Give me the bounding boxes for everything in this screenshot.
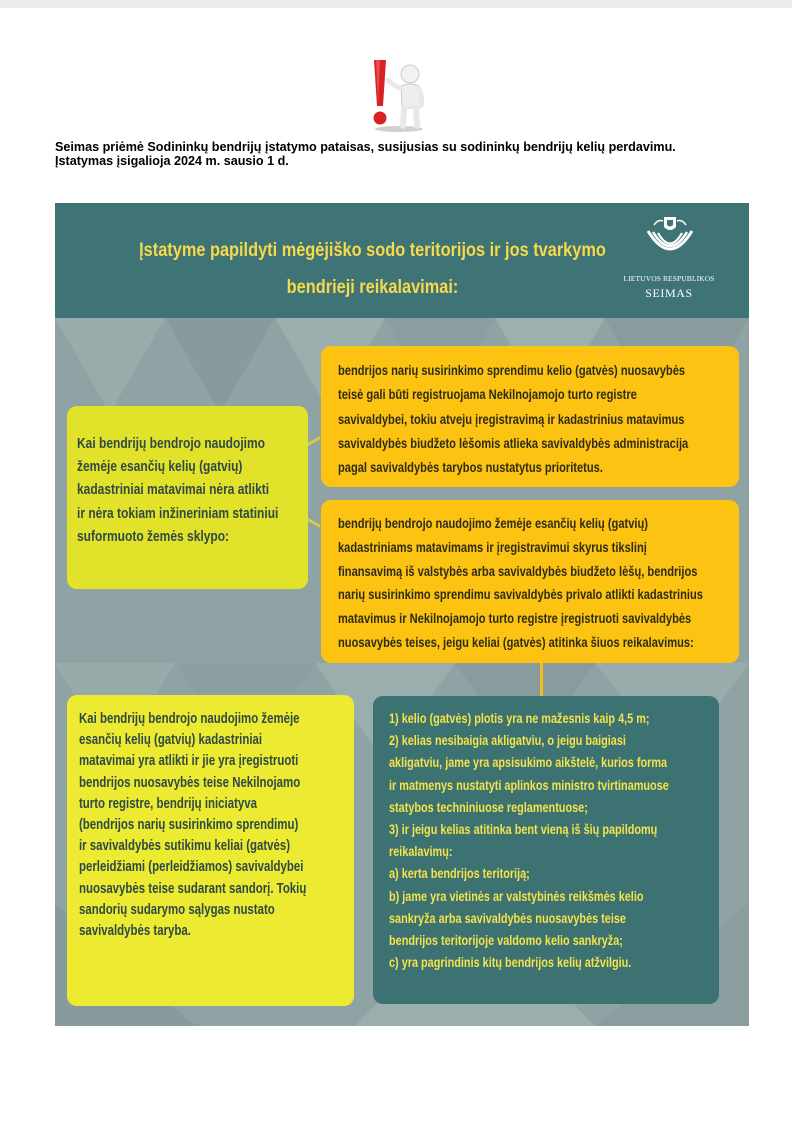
text-line: teisė gali būti registruojama Nekilnojamojo turto registre — [338, 386, 637, 403]
requirement-line: reikalavimų: — [389, 844, 453, 860]
connector-line — [540, 663, 543, 696]
requirement-line: 1) kelio (gatvės) plotis yra ne mažesnis kaip 4,5 m; — [389, 711, 650, 726]
text-line: kadastriniai matavimai nėra atlikti — [77, 481, 270, 499]
text-line: (bendrijos narių susirinkimo sprendimu) — [79, 817, 299, 834]
text-line: savivaldybės biudžeto lėšomis atlieka savivaldybės administracija — [338, 434, 689, 451]
announcement-line-2: Įstatymas įsigalioja 2024 m. sausio 1 d. — [55, 154, 289, 168]
text-line: narių susirinkimo sprendimu savivaldybės privalo atlikti kadastrinius — [338, 586, 703, 603]
requirement-line: b) jame yra vietinės ar valstybinės reikšmės kelio — [389, 888, 644, 904]
text-line: turto registre, bendrijų iniciatyva — [79, 795, 257, 812]
condition-box-no-measurements — [67, 406, 308, 589]
requirement-line: bendrijos teritorijoje valdomo kelio sankryža; — [389, 933, 623, 949]
text-line: perleidžiami (perleidžiamos) savivaldybei — [79, 859, 304, 876]
requirement-line: a) kerta bendrijos teritoriją; — [389, 866, 530, 882]
text-line: suformuoto žemės sklypo: — [77, 527, 230, 545]
requirement-line: 3) ir jeigu kelias atitinka bent vieną iš šių papildomų — [389, 822, 658, 838]
text-line: nuosavybės teises, jeigu keliai (gatvės) atitinka šiuos reikalavimus: — [338, 633, 694, 650]
requirement-line: c) yra pagrindinis kitų bendrijos kelių atžvilgiu. — [389, 955, 632, 971]
text-line: bendrijos nuosavybės teise Nekilnojamo — [79, 774, 301, 791]
announcement-text — [55, 140, 743, 168]
announcement-line-1: Seimas priėmė Sodininkų bendrijų įstatymo pataisas, susijusias su sodininkų bendrijų kelių perdavimu. — [55, 140, 676, 154]
text-line: savivaldybei, tokiu atveju įregistravimą ir kadastrinius matavimus — [338, 410, 685, 427]
text-line: Kai bendrijų bendrojo naudojimo žemėje — [79, 711, 300, 727]
text-line: matavimai yra atlikti ir jie yra įregistruoti — [79, 753, 299, 770]
requirement-line: akligatviu, jame yra apsisukimo aikštelė, kurios forma — [389, 755, 668, 771]
text-line: žemėje esančių kelių (gatvių) — [77, 458, 243, 476]
outcome-box-targeted-funding — [321, 500, 739, 663]
text-line: esančių kelių (gatvių) kadastriniai — [79, 732, 263, 749]
page-top-bar — [0, 0, 792, 8]
text-line: kadastriniams matavimams ir įregistravimui skyrus tikslinį — [338, 538, 647, 555]
infographic-title-line-2: bendrieji reikalavimai: — [286, 277, 459, 298]
text-line: savivaldybės taryba. — [79, 923, 191, 940]
text-line: nuosavybės teise sudarant sandorį. Tokių — [79, 880, 307, 897]
infographic-title-line-1: Įstatyme papildyti mėgėjiško sodo teritorijos ir jos tvarkymo — [139, 240, 606, 261]
text-line: bendrijos narių susirinkimo sprendimu kelio (gatvės) nuosavybės — [338, 362, 686, 378]
text-line: finansavimą iš valstybės arba savivaldybės biudžeto lėšų, bendrijos — [338, 562, 698, 579]
seimas-logo-line-2: SEIMAS — [645, 286, 693, 300]
outcome-box-municipal-registration — [321, 346, 739, 487]
requirement-line: ir matmenys nustatyti aplinkos ministro tvirtinamuose — [389, 777, 669, 793]
infographic-header — [55, 203, 749, 318]
requirements-box — [373, 696, 719, 1004]
text-line: bendrijų bendrojo naudojimo žemėje esančių kelių (gatvių) — [338, 515, 648, 531]
infographic — [55, 203, 749, 1026]
text-line: matavimus ir Nekilnojamojo turto registre įregistruoti savivaldybės — [338, 610, 692, 627]
exclamation-figure-icon — [366, 56, 428, 132]
requirement-line: statybos techniniuose reglamentuose; — [389, 799, 588, 815]
text-line: pagal savivaldybės tarybos nustatytus prioritetus. — [338, 459, 603, 476]
requirement-line: sankryža arba savivaldybės nuosavybės teise — [389, 910, 626, 926]
seimas-emblem-icon — [638, 215, 702, 269]
text-line: sandorių sudarymo sąlygas nustato — [79, 901, 275, 918]
seimas-logo-line-1: LIETUVOS RESPUBLIKOS — [623, 274, 715, 283]
infographic-title — [138, 232, 607, 306]
text-line: ir nėra tokiam inžineriniam statiniui — [77, 504, 279, 522]
requirement-line: 2) kelias nesibaigia akligatviu, o jeigu baigiasi — [389, 733, 626, 749]
condition-box-measurements-done — [67, 695, 354, 1006]
text-line: Kai bendrijų bendrojo naudojimo — [77, 435, 265, 452]
text-line: ir savivaldybės sutikimu keliai (gatvės) — [79, 838, 291, 855]
